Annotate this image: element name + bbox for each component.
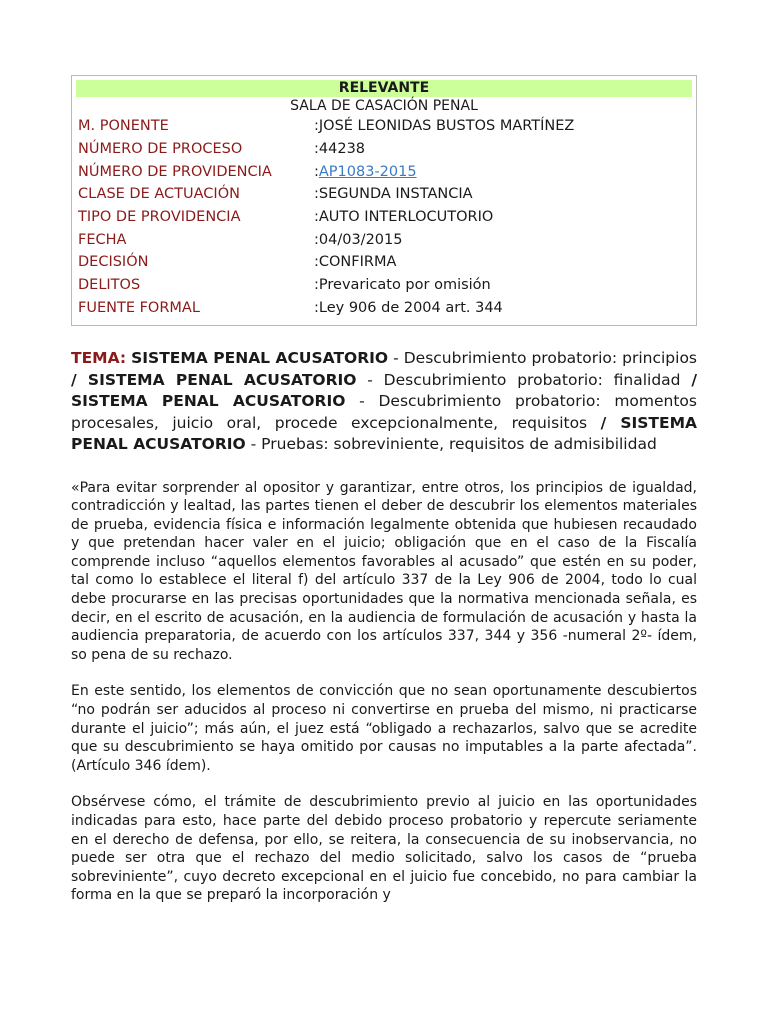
row-value-text: 04/03/2015 [318,231,403,248]
row-providencia [72,160,696,183]
tema-topic: / SISTEMA PENAL ACUSATORIO [71,413,698,453]
row-fuente [72,297,696,320]
row-proceso [72,138,696,161]
row-delitos [72,274,696,297]
court-header: SALA DE CASACIÓN PENAL [290,98,478,114]
row-value [314,209,696,225]
row-fecha [72,228,696,251]
row-label: M. PONENTE [78,118,169,135]
row-value [314,118,696,134]
row-value [314,141,696,157]
row-decision [72,251,696,274]
tema-text: - Descubrimiento probatorio: momentos procesales, juicio oral, procede excepcionalmente, requisitos [71,392,697,432]
tema-text: - Pruebas: sobreviniente, requisitos de admisibilidad [245,435,657,453]
row-value-text: SEGUNDA INSTANCIA [318,186,473,203]
body-paragraph-1: «Para evitar sorprender al opositor y garantizar, entre otros, los principios de igualdad, contradicción y lealtad, las partes tienen el deber de descubrir los elementos materiales de prueba, evidencia física e información legalmente obtenida que hubiesen recaudado y que pretendan hacer valer en el juicio; obligación que en el caso de la Fiscalía comprende incluso “aquellos elementos favorables al acusado” que estén en su poder, tal como lo establece el literal f) del artículo 337 de la Ley 906 de 2004, todo lo cual debe procurarse en las precisas oportunidades que la normativa mencionada señala, es decir, en el escrito de acusación, en la audiencia de formulación de acusación y hasta la audiencia preparatoria, de acuerdo con los artículos 337, 344 y 356 -numeral 2º- ídem, so pena de su rechazo. [71,479,697,663]
row-label: NÚMERO DE PROCESO [78,141,243,158]
document-body [71,348,697,905]
relevance-header: RELEVANTE [76,80,692,97]
separator: : [314,141,319,158]
row-value-text: AUTO INTERLOCUTORIO [318,209,494,226]
tema-topic: / SISTEMA PENAL ACUSATORIO [71,370,357,389]
row-value [314,186,696,202]
summary-table [71,75,697,326]
row-clase [72,183,696,206]
separator: : [314,118,319,135]
separator: : [314,277,319,294]
separator: : [314,254,319,271]
row-value-text: Ley 906 de 2004 art. 344 [318,299,503,316]
row-label: FECHA [78,231,127,248]
body-paragraph-2: En este sentido, los elementos de convicción que no sean oportunamente descubiertos “no podrán ser aducidos al proceso ni convertirse en prueba del mismo, ni practicarse durante el juicio”; más aún, el juez está “obligado a rechazarlos, salvo que se acredite que su descubrimiento se haya omitido por causas no imputables a la parte afectada”.(Artículo 346 ídem). [71,683,697,774]
row-label: NÚMERO DE PROVIDENCIA [78,163,272,180]
tema-topic: SISTEMA PENAL ACUSATORIO [131,349,389,367]
row-value [314,277,696,293]
row-value [314,232,696,248]
row-value [314,254,696,270]
tema-topic: / SISTEMA PENAL ACUSATORIO [71,370,697,410]
row-value-text: Prevaricato por omisión [318,277,491,294]
row-value [314,300,696,316]
row-label: DELITOS [78,277,141,294]
separator: : [314,163,319,180]
row-label: CLASE DE ACTUACIÓN [78,186,240,203]
tema-text: - Descubrimiento probatorio: finalidad [356,370,692,389]
row-value-text: 44238 [318,141,366,158]
row-label: DECISIÓN [78,254,149,271]
separator: : [314,186,319,203]
row-tipo [72,206,696,229]
body-paragraph-3: Obsérvese cómo, el trámite de descubrimiento previo al juicio en las oportunidades indicadas para esto, hace parte del debido proceso probatorio y repercute seriamente en el derecho de defensa, por ello, se reitera, la consecuencia de su inobservancia, no puede ser otra que el rechazo del medio solicitado, salvo los casos de “prueba sobreviniente”, cuyo decreto excepcional en el juicio fue concebido, no para cambiar la forma en la que se preparó la incorporación y [71,794,697,904]
separator: : [314,231,319,248]
row-value-text: CONFIRMA [318,254,397,271]
row-label: TIPO DE PROVIDENCIA [78,209,241,226]
tema-paragraph [71,348,697,456]
row-value [314,164,696,180]
row-label: FUENTE FORMAL [78,299,200,316]
separator: : [314,209,319,226]
row-ponente [72,115,696,138]
tema-text: - Descubrimiento probatorio: principios [388,349,697,367]
tema-label: TEMA: [71,349,127,367]
separator: : [314,299,319,316]
providencia-link[interactable]: AP1083-2015 [318,163,417,180]
row-value-text: JOSÉ LEONIDAS BUSTOS MARTÍNEZ [318,118,575,135]
